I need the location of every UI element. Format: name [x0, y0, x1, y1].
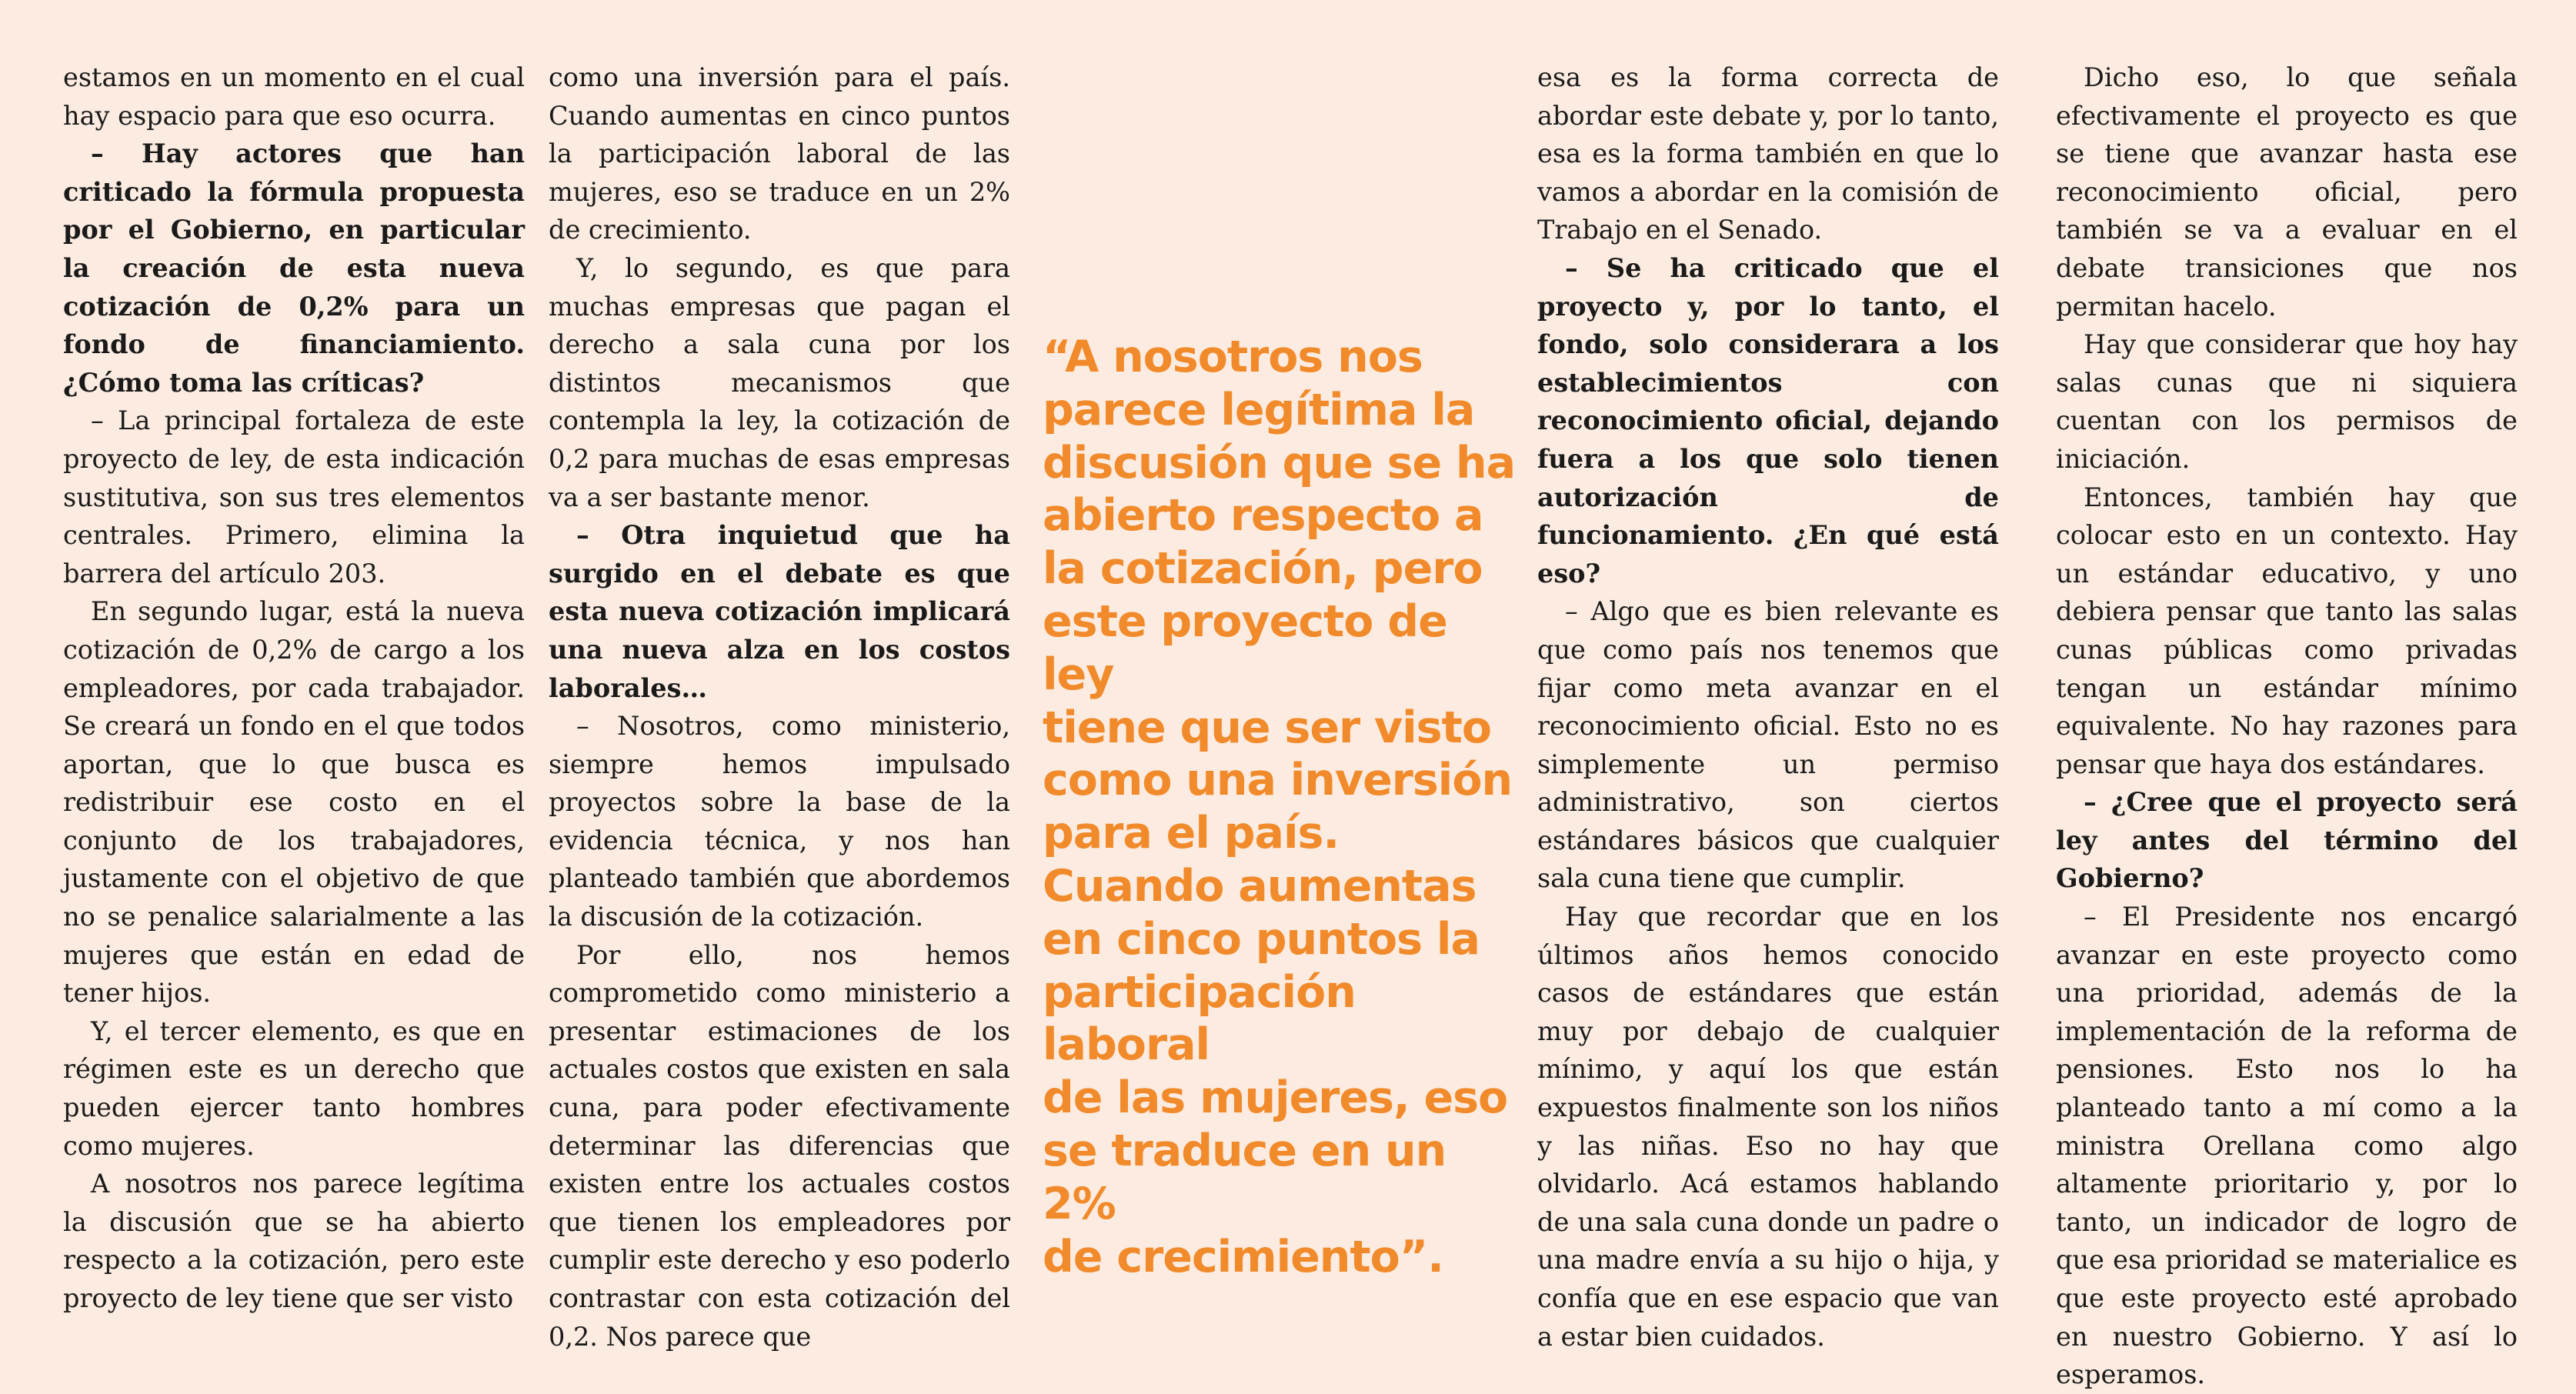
article-paragraph: – La principal fortaleza de este proyecto de ley, de esta indicación sustitutiva, son sus tres elementos centrales. Primero, elimina la barrera del artículo 203. — [63, 405, 525, 589]
pull-quote-line: en cinco puntos la — [1043, 913, 1480, 965]
pull-quote-line: se traduce en un 2% — [1043, 1125, 1446, 1229]
article-paragraph: como una inversión para el país. Cuando aumentas en cinco puntos la participación laboral de las mujeres, eso se traduce en un 2% de crecimiento. — [549, 62, 1010, 245]
article-paragraph: – Nosotros, como ministerio, siempre hemos impulsado proyectos sobre la base de la evidencia técnica, y nos han planteado también que abordemos la discusión de la cotización. — [549, 711, 1010, 932]
article-column-1 — [63, 58, 525, 1318]
pull-quote-line: participación laboral — [1043, 966, 1356, 1071]
article-paragraph: A nosotros nos parece legítima la discusión que se ha abierto respecto a la cotización, pero este proyecto de ley tiene que ser visto — [63, 1169, 525, 1313]
pull-quote-line: de las mujeres, eso — [1043, 1072, 1508, 1124]
article-paragraph: Entonces, también hay que colocar esto en un contexto. Hay un estándar educativo, y uno debiera pensar que tanto las salas cunas públicas como privadas tengan un estándar mínimo equivalente. No hay razones para pensar que haya dos estándares. — [2056, 482, 2518, 779]
article-paragraph: – El Presidente nos encargó avanzar en este proyecto como una prioridad, además de la implementación de la reforma de pensiones. Esto nos lo ha planteado tanto a mí como a la ministra Orellana como algo altamente prioritario y, por lo tanto, un indicador de logro de que esa prioridad se materialice es que este proyecto esté aprobado en nuestro Gobierno. Y así lo esperamos. — [2056, 902, 2518, 1390]
pull-quote-line: tiene que ser visto — [1043, 702, 1491, 753]
article-paragraph: Por ello, nos hemos comprometido como ministerio a presentar estimaciones de los actuales costos que existen en sala cuna, para poder efectivamente determinar las diferencias que existen entre los actuales costos que tienen los empleadores por cumplir este derecho y eso poderlo contrastar con esta cotización del 0,2. Nos parece que — [549, 939, 1010, 1352]
article-paragraph: Y, el tercer elemento, es que en régimen este es un derecho que pueden ejercer tanto hombres como mujeres. — [63, 1015, 525, 1161]
interview-question: – ¿Cree que el proyecto será ley antes del término del Gobierno? — [2056, 787, 2518, 894]
pull-quote-line: como una inversión — [1043, 755, 1513, 806]
article-column-3 — [1537, 58, 1999, 1356]
article-paragraph: Hay que considerar que hoy hay salas cunas que ni siquiera cuentan con los permisos de iniciación. — [2056, 329, 2518, 474]
article-paragraph: En segundo lugar, está la nueva cotización de 0,2% de cargo a los empleadores, por cada trabajador. Se creará un fondo en el que todos aportan, que lo que busca es redistribuir ese costo en el conjunto de los trabajadores, justamente con el objetivo de que no se penalice salarialmente a las mujeres que están en edad de tener hijos. — [63, 596, 525, 1009]
interview-question: – Se ha criticado que el proyecto y, por lo tanto, el fondo, solo considerara a los establecimientos con reconocimiento oficial, dejando fuera a los que solo tienen autorización de funcionamiento. ¿En qué está eso? — [1537, 252, 1999, 589]
pull-quote-line: de crecimiento”. — [1043, 1231, 1443, 1282]
interview-question: – Otra inquietud que ha surgido en el debate es que esta nueva cotización implicará una nueva alza en los costos laborales… — [549, 520, 1010, 703]
article-column-2 — [549, 58, 1010, 1356]
pull-quote-line: Cuando aumentas — [1043, 860, 1477, 912]
pull-quote — [1043, 331, 1520, 1283]
article-column-4 — [2056, 58, 2518, 1394]
article-paragraph: – Algo que es bien relevante es que como país nos tenemos que fijar como meta avanzar en el reconocimiento oficial. Esto no es simplemente un permiso administrativo, son ciertos estándares básicos que cualquier sala cuna tiene que cumplir. — [1537, 596, 1999, 894]
article-paragraph: Hay que recordar que en los últimos años hemos conocido casos de estándares que están muy por debajo de cualquier mínimo, y aquí los que están expuestos finalmente son los niños y las niñas. Eso no hay que olvidarlo. Acá estamos hablando de una sala cuna donde un padre o una madre envía a su hijo o hija, y confía que en ese espacio que van a estar bien cuidados. — [1537, 902, 1999, 1352]
pull-quote-line: para el país. — [1043, 808, 1340, 859]
pull-quote-line: abierto respecto a — [1043, 490, 1483, 542]
article-paragraph: Dicho eso, lo que señala efectivamente el proyecto es que se tiene que avanzar hasta ese reconocimiento oficial, pero también se va a evaluar en el debate transiciones que nos permitan hacelo. — [2056, 62, 2518, 322]
interview-question: – Hay actores que han criticado la fórmula propuesta por el Gobierno, en particular la creación de esta nueva cotización de 0,2% para un fondo de financiamiento. ¿Cómo toma las críticas? — [63, 138, 525, 398]
article-paragraph: esa es la forma correcta de abordar este debate y, por lo tanto, esa es la forma también en que lo vamos a abordar en la comisión de Trabajo en el Senado. — [1537, 62, 1999, 245]
pull-quote-line: la cotización, pero — [1043, 543, 1483, 595]
article-paragraph: estamos en un momento en el cual hay espacio para que eso ocurra. — [63, 62, 525, 131]
article-paragraph: Y, lo segundo, es que para muchas empresas que pagan el derecho a sala cuna por los distintos mecanismos que contempla la ley, la cotización de 0,2 para muchas de esas empresas va a ser bastante menor. — [549, 252, 1010, 512]
pull-quote-line: discusión que se ha — [1043, 437, 1516, 489]
pull-quote-line: “A nosotros nos — [1043, 332, 1423, 382]
pull-quote-line: parece legítima la — [1043, 384, 1475, 435]
pull-quote-line: este proyecto de ley — [1043, 595, 1447, 700]
